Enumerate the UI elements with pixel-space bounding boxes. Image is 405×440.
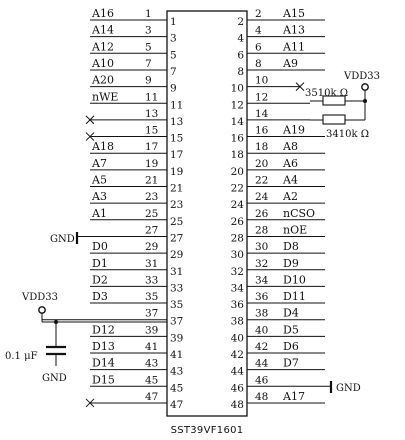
pin-9-number: 9 bbox=[145, 74, 152, 87]
pin-33-net: D2 bbox=[92, 273, 108, 287]
pin-25-net: A1 bbox=[92, 206, 107, 220]
pin-45-number: 45 bbox=[145, 374, 159, 387]
pin-18-inner-number: 18 bbox=[230, 149, 244, 162]
pin-28-net: nOE bbox=[283, 223, 308, 237]
pin-41-net: D13 bbox=[92, 340, 115, 353]
pin-22-net: A4 bbox=[283, 173, 298, 187]
pin-42-inner-number: 42 bbox=[230, 349, 244, 361]
pin-47-number: 47 bbox=[145, 390, 159, 403]
pin-23-inner-number: 23 bbox=[170, 199, 184, 212]
pin-5-number: 5 bbox=[145, 41, 152, 54]
pin-3-number: 3 bbox=[145, 24, 152, 37]
pin-24-number: 24 bbox=[255, 191, 269, 204]
pin-21-inner-number: 21 bbox=[170, 182, 184, 195]
pin-15-inner-number: 15 bbox=[170, 132, 184, 145]
pin-5-net: A12 bbox=[92, 40, 114, 54]
pin-17-number: 17 bbox=[145, 141, 159, 154]
pin-2-inner-number: 2 bbox=[237, 16, 244, 28]
pin-39-net: D12 bbox=[92, 323, 115, 337]
pin-47-inner-number: 47 bbox=[170, 398, 184, 411]
pin-42-net: D6 bbox=[283, 340, 299, 353]
pin-45-inner-number: 45 bbox=[170, 382, 184, 395]
pin-38-inner-number: 38 bbox=[230, 315, 244, 328]
pin-29-number: 29 bbox=[145, 241, 159, 254]
pin-7-net: A10 bbox=[92, 56, 114, 70]
pullup-net bbox=[305, 71, 380, 140]
pin-21-number: 21 bbox=[145, 174, 159, 187]
pin-48-net: A17 bbox=[283, 389, 305, 403]
gnd-right-net bbox=[331, 381, 361, 394]
pin-40-inner-number: 40 bbox=[230, 332, 244, 345]
pin-38-net: D4 bbox=[283, 306, 299, 320]
pin-40-number: 40 bbox=[255, 324, 269, 337]
pin-13-inner-number: 13 bbox=[170, 115, 184, 128]
pin-6-number: 6 bbox=[255, 41, 262, 54]
capacitor-value: 0.1 μF bbox=[5, 351, 38, 362]
pin-33-number: 33 bbox=[145, 274, 159, 287]
pin-46-inner-number: 46 bbox=[230, 382, 244, 395]
pin-2-number: 2 bbox=[255, 8, 262, 20]
pin-18-number: 18 bbox=[255, 141, 269, 154]
pin-44-number: 44 bbox=[255, 357, 269, 370]
pin-35-net: D3 bbox=[92, 290, 108, 304]
pin-28-inner-number: 28 bbox=[230, 232, 244, 245]
pin-33-inner-number: 33 bbox=[170, 282, 184, 295]
pin-28-number: 28 bbox=[255, 224, 269, 237]
pin-43-inner-number: 43 bbox=[170, 365, 184, 378]
pin-43-net: D14 bbox=[92, 356, 115, 370]
pin-25-inner-number: 25 bbox=[170, 215, 184, 228]
pin-11-inner-number: 11 bbox=[170, 99, 184, 112]
pin-45-net: D15 bbox=[92, 373, 115, 387]
pin-8-inner-number: 8 bbox=[237, 65, 244, 78]
pin-48-inner-number: 48 bbox=[230, 398, 244, 411]
pin-10-inner-number: 10 bbox=[230, 82, 244, 95]
pin-24-inner-number: 24 bbox=[230, 199, 244, 212]
pin-38-number: 38 bbox=[255, 307, 269, 320]
pin-32-inner-number: 32 bbox=[230, 265, 244, 278]
gnd-left-net bbox=[50, 232, 77, 245]
pin-3-inner-number: 3 bbox=[170, 32, 177, 45]
pin-34-net: D10 bbox=[283, 273, 306, 287]
pin-41-inner-number: 41 bbox=[170, 349, 184, 361]
vdd-left-net bbox=[5, 292, 167, 387]
pin-19-number: 19 bbox=[145, 157, 159, 170]
pin-32-number: 32 bbox=[255, 257, 269, 270]
pin-20-number: 20 bbox=[255, 157, 269, 170]
pin-7-inner-number: 7 bbox=[170, 65, 177, 78]
pin-1-net: A16 bbox=[92, 7, 114, 20]
pin-3-net: A14 bbox=[92, 23, 114, 37]
vdd-right-terminal bbox=[362, 84, 368, 90]
pin-11-number: 11 bbox=[145, 91, 159, 104]
pin-44-net: D7 bbox=[283, 356, 299, 370]
vdd-right-label: VDD33 bbox=[344, 71, 380, 82]
pin-15-number: 15 bbox=[145, 124, 159, 137]
pin-39-number: 39 bbox=[145, 324, 159, 337]
chip-name: SST39VF1601 bbox=[170, 425, 244, 436]
pin-24-net: A2 bbox=[283, 190, 298, 204]
pin-14-inner-number: 14 bbox=[230, 115, 244, 128]
pin-31-inner-number: 31 bbox=[170, 265, 184, 278]
pin-26-inner-number: 26 bbox=[230, 215, 244, 228]
resistor-r1-value: 3510k Ω bbox=[305, 88, 348, 99]
r1-junction-dot bbox=[363, 99, 367, 103]
pin-30-net: D8 bbox=[283, 240, 299, 254]
pin-31-number: 31 bbox=[145, 257, 159, 270]
pin-27-inner-number: 27 bbox=[170, 232, 184, 245]
pin-6-inner-number: 6 bbox=[237, 49, 244, 62]
pin-40-net: D5 bbox=[283, 323, 299, 337]
pin-46-number: 46 bbox=[255, 374, 269, 387]
pin-9-net: A20 bbox=[92, 73, 114, 87]
vdd-left-label: VDD33 bbox=[22, 292, 58, 303]
pin-16-number: 16 bbox=[255, 124, 269, 137]
pin-31-net: D1 bbox=[92, 256, 108, 270]
pin-8-net: A9 bbox=[283, 56, 298, 70]
pin-7-number: 7 bbox=[145, 57, 152, 70]
pin-44-inner-number: 44 bbox=[230, 365, 244, 378]
gnd-left-label: GND bbox=[50, 234, 75, 245]
pin-36-number: 36 bbox=[255, 291, 269, 304]
pin-48-number: 48 bbox=[255, 390, 269, 403]
cap-gnd-label: GND bbox=[42, 373, 67, 384]
pin-5-inner-number: 5 bbox=[170, 49, 177, 62]
pin-22-inner-number: 22 bbox=[230, 182, 244, 195]
pin-8-number: 8 bbox=[255, 57, 262, 70]
pin-23-net: A3 bbox=[92, 190, 107, 204]
pin-36-net: D11 bbox=[283, 290, 306, 304]
pin-36-inner-number: 36 bbox=[230, 299, 244, 312]
pin-37-number: 37 bbox=[145, 307, 159, 320]
pin-18-net: A8 bbox=[283, 140, 298, 154]
pin-26-net: nCSO bbox=[283, 206, 316, 220]
pin-9-inner-number: 9 bbox=[170, 82, 177, 95]
pin-29-inner-number: 29 bbox=[170, 249, 184, 262]
pin-19-inner-number: 19 bbox=[170, 165, 184, 178]
pin-2-net: A15 bbox=[283, 7, 305, 20]
pin-30-inner-number: 30 bbox=[230, 249, 244, 262]
pin-17-net: A18 bbox=[92, 140, 114, 154]
pin-16-net: A19 bbox=[283, 123, 305, 137]
pin-19-net: A7 bbox=[92, 156, 107, 170]
pin-10-number: 10 bbox=[255, 74, 269, 87]
pin-42-number: 42 bbox=[255, 341, 269, 353]
pin-29-net: D0 bbox=[92, 240, 108, 254]
pin-26-number: 26 bbox=[255, 207, 269, 220]
pin-14-number: 14 bbox=[255, 107, 269, 120]
pin-1-number: 1 bbox=[145, 8, 152, 20]
pin-43-number: 43 bbox=[145, 357, 159, 370]
pin-12-inner-number: 12 bbox=[230, 99, 244, 112]
pin-25-number: 25 bbox=[145, 207, 159, 220]
pin-12-number: 12 bbox=[255, 91, 269, 104]
vdd-left-terminal bbox=[39, 307, 45, 313]
pin-35-inner-number: 35 bbox=[170, 299, 184, 312]
pin-41-number: 41 bbox=[145, 341, 159, 353]
pin-30-number: 30 bbox=[255, 241, 269, 254]
pin-4-number: 4 bbox=[255, 24, 262, 37]
pin-16-inner-number: 16 bbox=[230, 132, 244, 145]
pin-22-number: 22 bbox=[255, 174, 269, 187]
gnd-right-label: GND bbox=[336, 383, 361, 394]
pin-23-number: 23 bbox=[145, 191, 159, 204]
pin-35-number: 35 bbox=[145, 291, 159, 304]
pin-27-number: 27 bbox=[145, 224, 159, 237]
pin-20-inner-number: 20 bbox=[230, 165, 244, 178]
resistor-r2-value: 3410k Ω bbox=[326, 129, 369, 140]
pin-34-inner-number: 34 bbox=[230, 282, 244, 295]
pin-39-inner-number: 39 bbox=[170, 332, 184, 345]
pin-6-net: A11 bbox=[283, 40, 305, 54]
pin-34-number: 34 bbox=[255, 274, 269, 287]
resistor-r2 bbox=[323, 115, 345, 124]
pin-13-number: 13 bbox=[145, 107, 159, 120]
pin-20-net: A6 bbox=[283, 156, 298, 170]
pin-11-net: nWE bbox=[92, 90, 119, 104]
pin-32-net: D9 bbox=[283, 256, 299, 270]
pin-4-inner-number: 4 bbox=[237, 32, 244, 45]
pin-21-net: A5 bbox=[92, 173, 107, 187]
pin-17-inner-number: 17 bbox=[170, 149, 184, 162]
pin-4-net: A13 bbox=[283, 23, 305, 37]
pin-37-inner-number: 37 bbox=[170, 315, 184, 328]
pin-1-inner-number: 1 bbox=[170, 16, 177, 28]
